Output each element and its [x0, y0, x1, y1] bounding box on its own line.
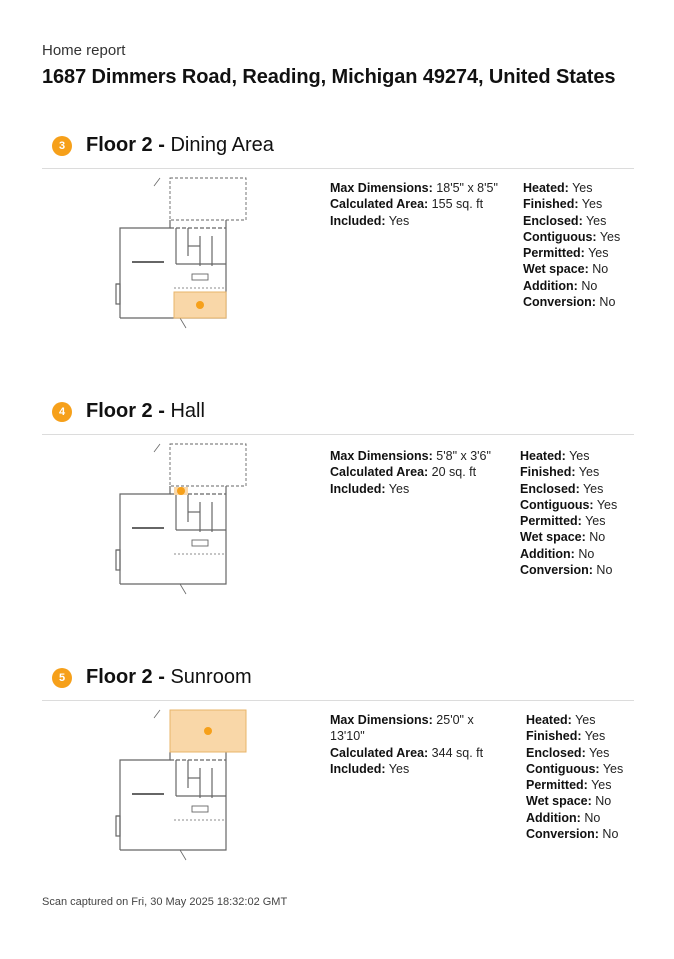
section-header [42, 132, 634, 162]
page-title: 1687 Dimmers Road, Reading, Michigan 49274, United States [42, 66, 616, 88]
flag-enclosed: Enclosed: Yes [523, 213, 607, 228]
detail-calculated-area: Calculated Area: 20 sq. ft [330, 465, 477, 480]
flag-conversion: Conversion: No [526, 827, 619, 842]
floor-plan-image [114, 442, 284, 602]
flag-contiguous: Contiguous: Yes [526, 761, 624, 776]
floor-label: Floor 2 [86, 400, 153, 422]
room-flags [526, 712, 636, 842]
room-name: Dining Area [170, 134, 274, 156]
flag-enclosed: Enclosed: Yes [520, 481, 604, 496]
section-title [86, 400, 205, 423]
section-divider [42, 168, 634, 169]
detail-calculated-area: Calculated Area: 344 sq. ft [330, 745, 484, 760]
detail-included: Included: Yes [330, 761, 410, 776]
room-flags [520, 448, 660, 578]
section-header [42, 664, 634, 694]
detail-included: Included: Yes [330, 213, 410, 228]
floor-label: Floor 2 [86, 134, 153, 156]
flag-conversion: Conversion: No [523, 295, 616, 310]
flag-heated: Heated: Yes [523, 181, 593, 195]
detail-max-dimensions: Max Dimensions: 18'5" x 8'5" [330, 181, 498, 195]
section-divider [42, 434, 634, 435]
flag-finished: Finished: Yes [526, 729, 606, 744]
detail-max-dimensions: Max Dimensions: 5'8" x 3'6" [330, 449, 491, 463]
section-divider [42, 700, 634, 701]
title-separator: - [152, 134, 171, 156]
scan-timestamp: Scan captured on Fri, 30 May 2025 18:32:02 GMT [42, 896, 288, 908]
flag-wet-space: Wet space: No [523, 262, 609, 277]
title-separator: - [152, 400, 171, 422]
header-subtitle: Home report [42, 42, 126, 59]
flag-conversion: Conversion: No [520, 563, 613, 578]
flag-wet-space: Wet space: No [520, 530, 606, 545]
room-number-badge: 3 [52, 136, 72, 156]
flag-wet-space: Wet space: No [526, 794, 612, 809]
section-title [86, 666, 252, 689]
floor-plan-image [114, 176, 284, 336]
flag-permitted: Permitted: Yes [523, 246, 609, 261]
room-flags [523, 180, 633, 310]
flag-contiguous: Contiguous: Yes [520, 497, 618, 512]
flag-finished: Finished: Yes [523, 197, 603, 212]
floor-plan-image [114, 708, 284, 868]
room-name: Hall [170, 400, 205, 422]
room-number-badge: 5 [52, 668, 72, 688]
flag-addition: Addition: No [523, 278, 598, 293]
flag-enclosed: Enclosed: Yes [526, 745, 610, 760]
flag-heated: Heated: Yes [526, 713, 596, 727]
room-details [330, 712, 510, 777]
room-details [330, 448, 510, 497]
detail-calculated-area: Calculated Area: 155 sq. ft [330, 197, 484, 212]
title-separator: - [152, 666, 171, 688]
flag-contiguous: Contiguous: Yes [523, 229, 621, 244]
flag-permitted: Permitted: Yes [526, 778, 612, 793]
section-header [42, 398, 634, 428]
flag-heated: Heated: Yes [520, 449, 590, 463]
room-name: Sunroom [170, 666, 252, 688]
floor-label: Floor 2 [86, 666, 153, 688]
section-title [86, 134, 274, 157]
flag-finished: Finished: Yes [520, 465, 600, 480]
detail-max-dimensions: Max Dimensions: 25'0" x 13'10" [330, 713, 474, 744]
flag-addition: Addition: No [526, 810, 601, 825]
room-number-badge: 4 [52, 402, 72, 422]
detail-included: Included: Yes [330, 481, 410, 496]
flag-permitted: Permitted: Yes [520, 514, 606, 529]
room-details [330, 180, 510, 229]
flag-addition: Addition: No [520, 546, 595, 561]
